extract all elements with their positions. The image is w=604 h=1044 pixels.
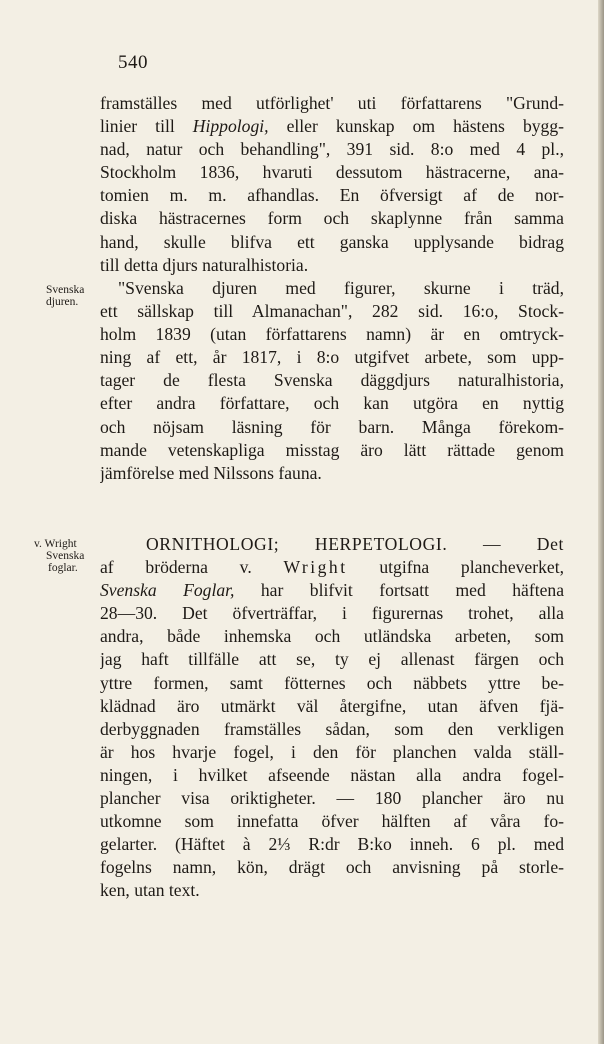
text-line: [100, 556, 564, 579]
page-edge: [598, 0, 604, 1044]
text-line: "Svenska djuren med figurer, skurne i träd,: [118, 278, 564, 298]
text-line: utkomne som innefatta öfver hälften af våra fo-: [100, 811, 564, 832]
text-segment: utgifna plancheverket,: [347, 557, 564, 578]
text-line: gelarter. (Häftet à 2⅓ R:dr B:ko inneh. 6 pl. med: [100, 834, 564, 855]
text-line: mande vetenskapliga misstag äro lätt rättade genom: [100, 439, 564, 460]
text-line: diska hästracernes form och skaplynne från samma: [100, 208, 564, 229]
margin-note-line: Svenska: [46, 284, 85, 296]
text-line: [100, 115, 564, 138]
text-segment: eller kunskap om hästens bygg-: [268, 116, 564, 137]
text-line: holm 1839 (utan författarens namn) är en omtryck-: [100, 324, 564, 345]
text-segment: har blifvit fortsatt med häftena: [234, 580, 564, 601]
text-line: ning af ett, år 1817, i 8:o utgifvet arbete, som upp-: [100, 347, 564, 368]
text-line: tager de flesta Svenska däggdjurs naturalhistoria,: [100, 370, 564, 391]
text-segment: af bröderna v.: [100, 557, 284, 578]
page-number: 540: [118, 52, 148, 73]
text-line: tomien m. m. afhandlas. En öfversigt af de nor-: [100, 185, 564, 206]
text-line: derbyggnaden framställes sådan, som den verkligen: [100, 718, 564, 739]
text-line: ken, utan text.: [100, 880, 200, 901]
text-line: framställes med utförlighet' uti författarens "Grund-: [100, 93, 564, 113]
text-line: ett sällskap till Almanachan", 282 sid. 16:o, Stock-: [100, 301, 564, 322]
text-line: är hos hvarje fogel, i den för planchen valda ställ-: [100, 741, 564, 762]
text-line: jämförelse med Nilssons fauna.: [100, 462, 322, 483]
text-line: ningen, i hvilket afseende nästan alla andra fogel-: [100, 764, 564, 785]
author-name-wright: Wright: [283, 557, 348, 578]
section-heading: ORNITHOLOGI; HERPETOLOGI. — Det: [146, 534, 564, 554]
margin-note-line: djuren.: [46, 296, 79, 308]
text-line: hand, skulle blifva ett ganska upplysande bidrag: [100, 231, 564, 252]
text-line: fogelns namn, kön, drägt och anvisning på storle-: [100, 857, 564, 878]
text-line: jag haft tillfälle att se, ty ej allenast färgen och: [100, 649, 564, 670]
margin-note-line: Svenska: [46, 550, 85, 562]
margin-note-wright-svenska-foglar: [34, 538, 84, 574]
margin-note-line: v. Wright: [34, 538, 77, 550]
text-line: till detta djurs naturalhistoria.: [100, 254, 309, 275]
text-line: 28—30. Det öfverträffar, i figurernas trohet, alla: [100, 603, 564, 624]
text-line: klädnad äro utmärkt väl återgifne, utan äfven fjä-: [100, 695, 564, 716]
text-segment: linier till: [100, 116, 193, 137]
text-line: yttre formen, samt fötternes och näbbets yttre be-: [100, 672, 564, 693]
text-line: [100, 579, 564, 602]
text-line: nad, natur och behandling", 391 sid. 8:o med 4 pl.,: [100, 139, 564, 160]
paragraph-ornithologi: [100, 533, 564, 903]
margin-note-svenska-djuren: [46, 284, 84, 308]
margin-note-line: foglar.: [48, 562, 78, 574]
paragraph-hippologi: [100, 92, 564, 277]
text-line: Stockholm 1836, hvaruti dessutom hästracerne, ana-: [100, 162, 564, 183]
text-line: andra, både inhemska och utländska arbeten, som: [100, 626, 564, 647]
text-line: plancher visa oriktigheter. — 180 plancher äro nu: [100, 788, 564, 809]
paragraph-svenska-djuren: [100, 277, 564, 485]
text-line: efter andra författare, och kan utgöra en nyttig: [100, 393, 564, 414]
text-line: och nöjsam läsning för barn. Många förekom-: [100, 416, 564, 437]
book-title-hippologi: Hippologi,: [192, 116, 269, 137]
book-title-svenska-foglar: Svenska Foglar,: [100, 580, 235, 601]
